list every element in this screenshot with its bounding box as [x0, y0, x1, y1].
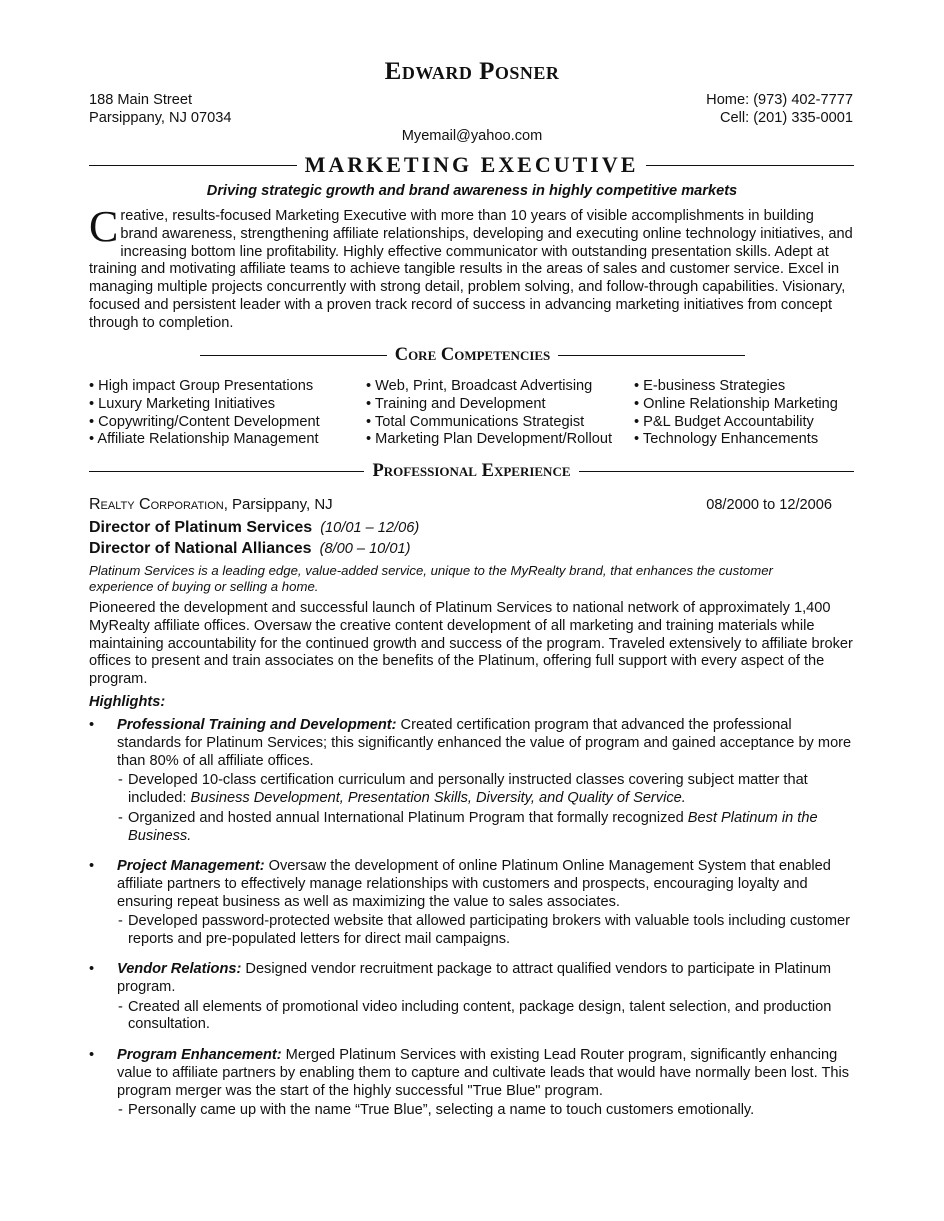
phone-block — [706, 91, 853, 127]
competency-column-1 — [89, 378, 320, 449]
highlight-heading: Project Management: — [117, 858, 265, 874]
competency-item: • E-business Strategies — [634, 378, 786, 394]
company-name: Realty Corporation — [89, 496, 224, 513]
highlight-heading: Program Enhancement: — [117, 1047, 282, 1063]
company-line — [89, 496, 333, 514]
job-title: Director of Platinum Services (10/01 – 12/06) — [89, 519, 420, 536]
professional-experience-heading — [89, 461, 854, 482]
candidate-name: Edward Posner — [384, 58, 560, 85]
home-phone: Home: (973) 402-7777 — [706, 92, 853, 108]
job-period: (10/01 – 12/06) — [320, 520, 420, 536]
highlight-heading: Vendor Relations: — [117, 961, 242, 977]
heading-rule-right — [646, 165, 854, 166]
company-blurb: Platinum Services is a leading edge, value-added service, unique to the MyRealty brand, that enhances the customer experience of buying or selling a home. — [89, 563, 773, 594]
competency-item: • Training and Development — [366, 395, 546, 412]
email-address: Myemail@yahoo.com — [401, 128, 543, 144]
employment-dates: 08/2000 to 12/2006 — [706, 497, 832, 513]
bullet: • — [89, 717, 95, 733]
drop-cap-letter: C — [89, 202, 119, 251]
role-description: Pioneered the development and successful launch of Platinum Services to national network of approximately 1,400 MyRealty affiliate offices. Oversaw the creative content development of all marketing and training materials while maintaining accountability for the continued growth and success of the program. Traveled extensively to affiliate broker offices to present and train associates on the benefits of the Platinum, offering full support with every aspect of the program. — [89, 600, 853, 688]
section-title: Core Competencies — [394, 345, 551, 365]
competency-item: • Affiliate Relationship Management — [89, 431, 319, 448]
cell-phone: Cell: (201) 335-0001 — [719, 110, 853, 126]
headline-title: MARKETING EXECUTIVE — [304, 152, 639, 177]
bullet: • — [89, 858, 95, 874]
competency-item: • Total Communications Strategist — [366, 413, 585, 430]
job-period: (8/00 – 10/01) — [319, 541, 411, 557]
highlight-item: • Project Management: Oversaw the development of online Platinum Online Management System that enabled affiliate partners to effectively manage relationships with customers and prospects, encouraging loyalty and ensuring repeat business as well as maximizing the value to sales associates. - Developed password-protected website that allowed participating brokers with valuable tools including customer reports and pre-populated letters for direct mail campaigns. — [89, 858, 854, 949]
tagline: Driving strategic growth and brand awareness in highly competitive markets — [206, 183, 738, 199]
address-street: 188 Main Street — [89, 92, 193, 108]
competency-item: • Marketing Plan Development/Rollout — [366, 431, 613, 448]
highlight-item: • Professional Training and Development: Created certification program that advanced the professional standards for Platinum Services; this significantly enhanced the value of program and gained acceptance by more than 80% of all affiliate offices. - Developed 10-class certification curriculum and personally instructed classes covering subject matter that included: Business Development, Presentation Skills, Diversity, and Quality of Service. - Organized and hosted annual International Platinum Program that formally recognized Best Platinum in the Business. — [89, 717, 854, 846]
address-city: Parsippany, NJ 07034 — [89, 110, 232, 126]
competency-item: • High impact Group Presentations — [89, 378, 314, 394]
job-title: Director of National Alliances (8/00 – 10/01) — [89, 540, 411, 557]
heading-rule-right — [558, 355, 745, 356]
heading-rule-left — [89, 165, 297, 166]
highlight-subpoint: - Developed password-protected website that allowed participating brokers with valuable tools including customer reports and pre-populated letters for direct mail campaigns. — [118, 913, 850, 948]
marketing-executive-heading — [89, 152, 854, 178]
competency-column-3 — [634, 378, 838, 449]
core-competencies-heading — [200, 345, 745, 366]
bullet: • — [89, 961, 95, 977]
company-location: , Parsippany, NJ — [223, 496, 333, 513]
competency-item: • Online Relationship Marketing — [634, 395, 838, 412]
highlight-subpoint: - Created all elements of promotional video including content, package design, talent selection, and production consultation. — [118, 998, 832, 1033]
section-title: Professional Experience — [372, 461, 571, 481]
heading-rule-left — [200, 355, 387, 356]
heading-rule-right — [579, 471, 854, 472]
highlight-item: • Vendor Relations: Designed vendor recruitment package to attract qualified vendors to participate in Platinum program. - Created all elements of promotional video including content, package design, talent selection, and production consultation. — [89, 961, 854, 1034]
summary-paragraph — [89, 202, 854, 333]
highlight-heading: Professional Training and Development: — [117, 717, 397, 733]
highlight-subpoint: - Personally came up with the name “True Blue”, selecting a name to touch customers emotionally. — [118, 1102, 755, 1119]
address-block — [89, 91, 232, 127]
highlight-item: • Program Enhancement: Merged Platinum Services with existing Lead Router program, significantly enhancing value to affiliate partners by enabling them to capture and cultivate leads that would have normally been lost. This program merger was the start of the highly successful "True Blue" program. - Personally came up with the name “True Blue”, selecting a name to touch customers emotionally. — [89, 1047, 854, 1120]
competency-item: • P&L Budget Accountability — [634, 413, 814, 430]
competency-item: • Web, Print, Broadcast Advertising — [366, 378, 593, 394]
competency-item: • Copywriting/Content Development — [89, 413, 320, 430]
bullet: • — [89, 1047, 95, 1063]
highlight-subpoint: - Developed 10-class certification curriculum and personally instructed classes covering subject matter that included: Business Development, Presentation Skills, Diversity, and Quality of Service. — [118, 772, 808, 807]
heading-rule-left — [89, 471, 364, 472]
competency-item: • Luxury Marketing Initiatives — [89, 395, 275, 412]
highlight-subpoint: - Organized and hosted annual International Platinum Program that formally recognized Best Platinum in the Business. — [118, 809, 818, 844]
highlights-label: Highlights: — [89, 694, 166, 710]
competency-item: • Technology Enhancements — [634, 431, 819, 448]
competency-column-2 — [366, 378, 612, 449]
summary-text: reative, results-focused Marketing Executive with more than 10 years of visible accomplishments in building brand awareness, strengthening affiliate relationships, developing and executing online technology initiatives, and increasing bottom line profitability. Highly effective communicator with outstanding presentation skills. Adept at training and motivating affiliate teams to achieve tangible results in the areas of sales and customer service. Excel in managing multiple projects concurrently with strong detail, problem solving, and follow-through capabilities. Visionary, focused and persistent leader with a proven track record of success in advancing marketing initiatives from concept through to completion. — [89, 208, 853, 331]
